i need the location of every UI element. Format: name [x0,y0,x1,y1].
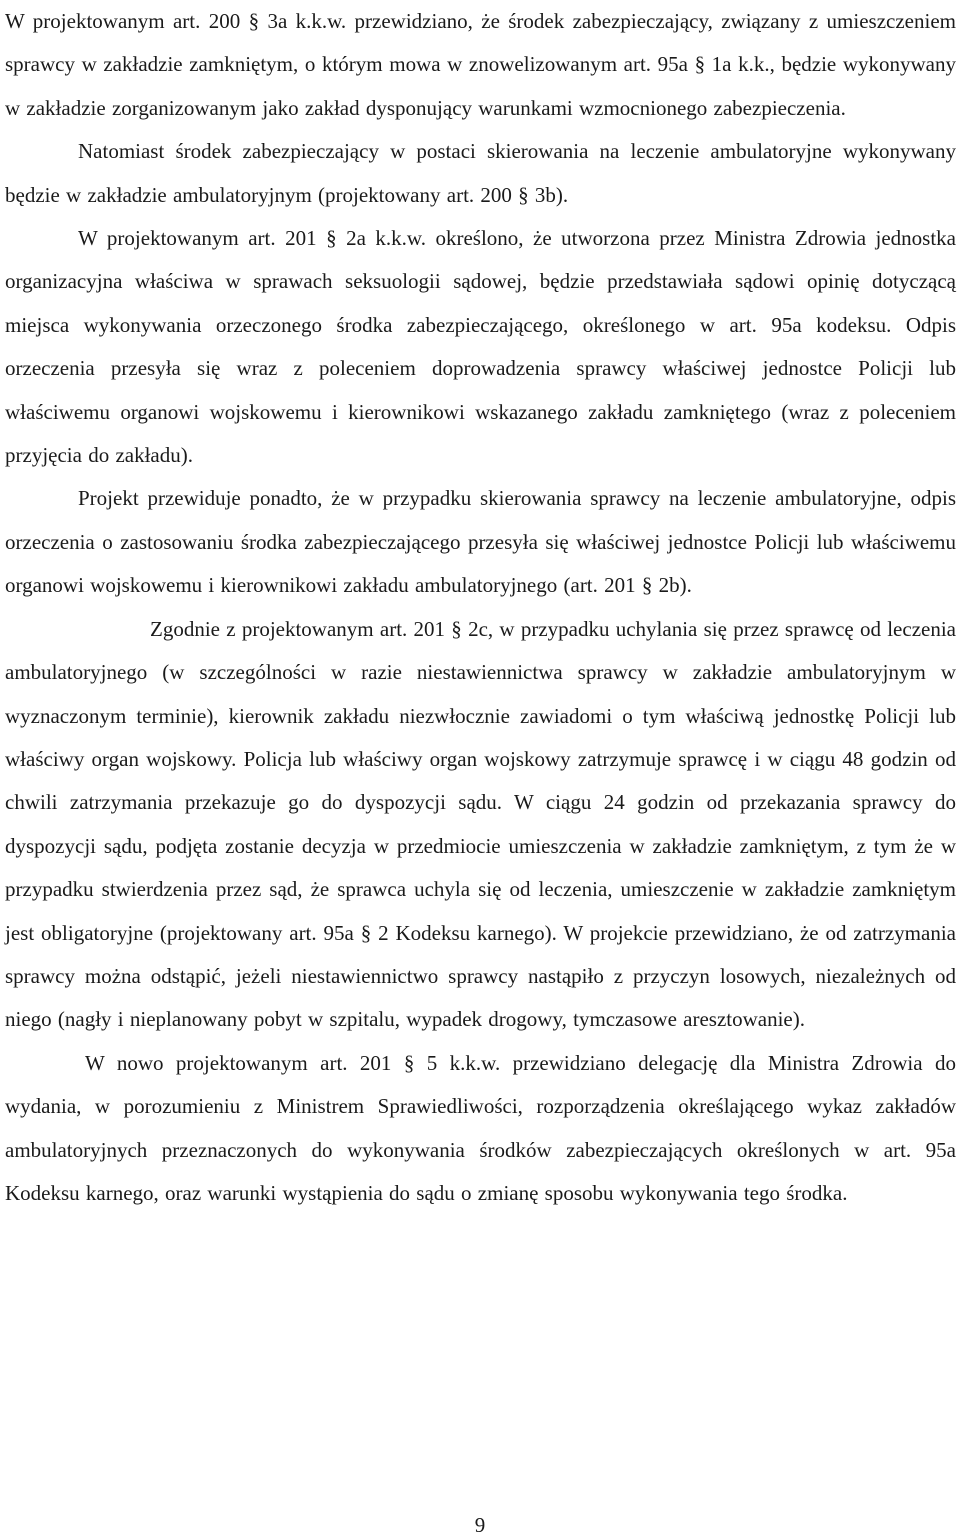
paragraph-3: W projektowanym art. 201 § 2a k.k.w. określono, że utworzona przez Ministra Zdrowia jednostka organizacyjna właściwa w sprawach seksuologii sądowej, będzie przedstawiała sądowi opinię dotyczącą miejsca wykonywania orzeczonego środka zabezpieczającego, określonego w art. 95a kodeksu. Odpis orzeczenia przesyła się wraz z poleceniem doprowadzenia sprawcy właściwej jednostce Policji lub właściwemu organowi wojskowemu i kierownikowi wskazanego zakładu zamkniętego (wraz z poleceniem przyjęcia do zakładu). [5,226,956,468]
paragraph-5: Zgodnie z projektowanym art. 201 § 2c, w przypadku uchylania się przez sprawcę od leczenia ambulatoryjnego (w szczególności w razie niestawiennictwa sprawcy w zakładzie ambulatoryjnym w wyznaczonym terminie), kierownik zakładu niezwłocznie zawiadomi o tym właściwą jednostkę Policji lub właściwy organ wojskowy. Policja lub właściwy organ wojskowy zatrzymuje sprawcę i w ciągu 48 godzin od chwili zatrzymania przekazuje go do dyspozycji sądu. W ciągu 24 godzin od przekazania sprawcy do dyspozycji sądu, podjęta zostanie decyzja w przedmiocie umieszczenia w zakładzie zamkniętym, z tym że w przypadku stwierdzenia przez sąd, że sprawca uchyla się od leczenia, umieszczenie w zakładzie zamkniętym jest obligatoryjne (projektowany art. 95a § 2 Kodeksu karnego). W projekcie przewidziano, że od zatrzymania sprawcy można odstąpić, jeżeli niestawiennictwo sprawcy nastąpiło z przyczyn losowych, niezależnych od niego (nagły i nieplanowany pobyt w szpitalu, wypadek drogowy, tymczasowe aresztowanie). [5,616,956,1032]
document-body [5,0,956,1215]
paragraph-4: Projekt przewiduje ponadto, że w przypadku skierowania sprawcy na leczenie ambulatoryjne, odpis orzeczenia o zastosowaniu środka zabezpieczającego przesyła się właściwej jednostce Policji lub właściwemu organowi wojskowemu i kierownikowi zakładu ambulatoryjnego (art. 201 § 2b). [5,486,956,598]
paragraph-1: W projektowanym art. 200 § 3a k.k.w. przewidziano, że środek zabezpieczający, związany z umieszczeniem sprawcy w zakładzie zamkniętym, o którym mowa w znowelizowanym art. 95a § 1a k.k., będzie wykonywany w zakładzie zorganizowanym jako zakład dysponujący warunkami wzmocnionego zabezpieczenia. [5,9,956,120]
paragraph-6: W nowo projektowanym art. 201 § 5 k.k.w. przewidziano delegację dla Ministra Zdrowia do wydania, w porozumieniu z Ministrem Sprawiedliwości, rozporządzenia określającego wykaz zakładów ambulatoryjnych przeznaczonych do wykonywania środków zabezpieczających określonych w art. 95a Kodeksu karnego, oraz warunki wystąpienia do sądu o zmianę sposobu wykonywania tego środka. [5,1050,956,1205]
page-number: 9 [474,1513,486,1537]
paragraph-2: Natomiast środek zabezpieczający w postaci skierowania na leczenie ambulatoryjne wykonywany będzie w zakładzie ambulatoryjnym (projektowany art. 200 § 3b). [5,139,956,207]
